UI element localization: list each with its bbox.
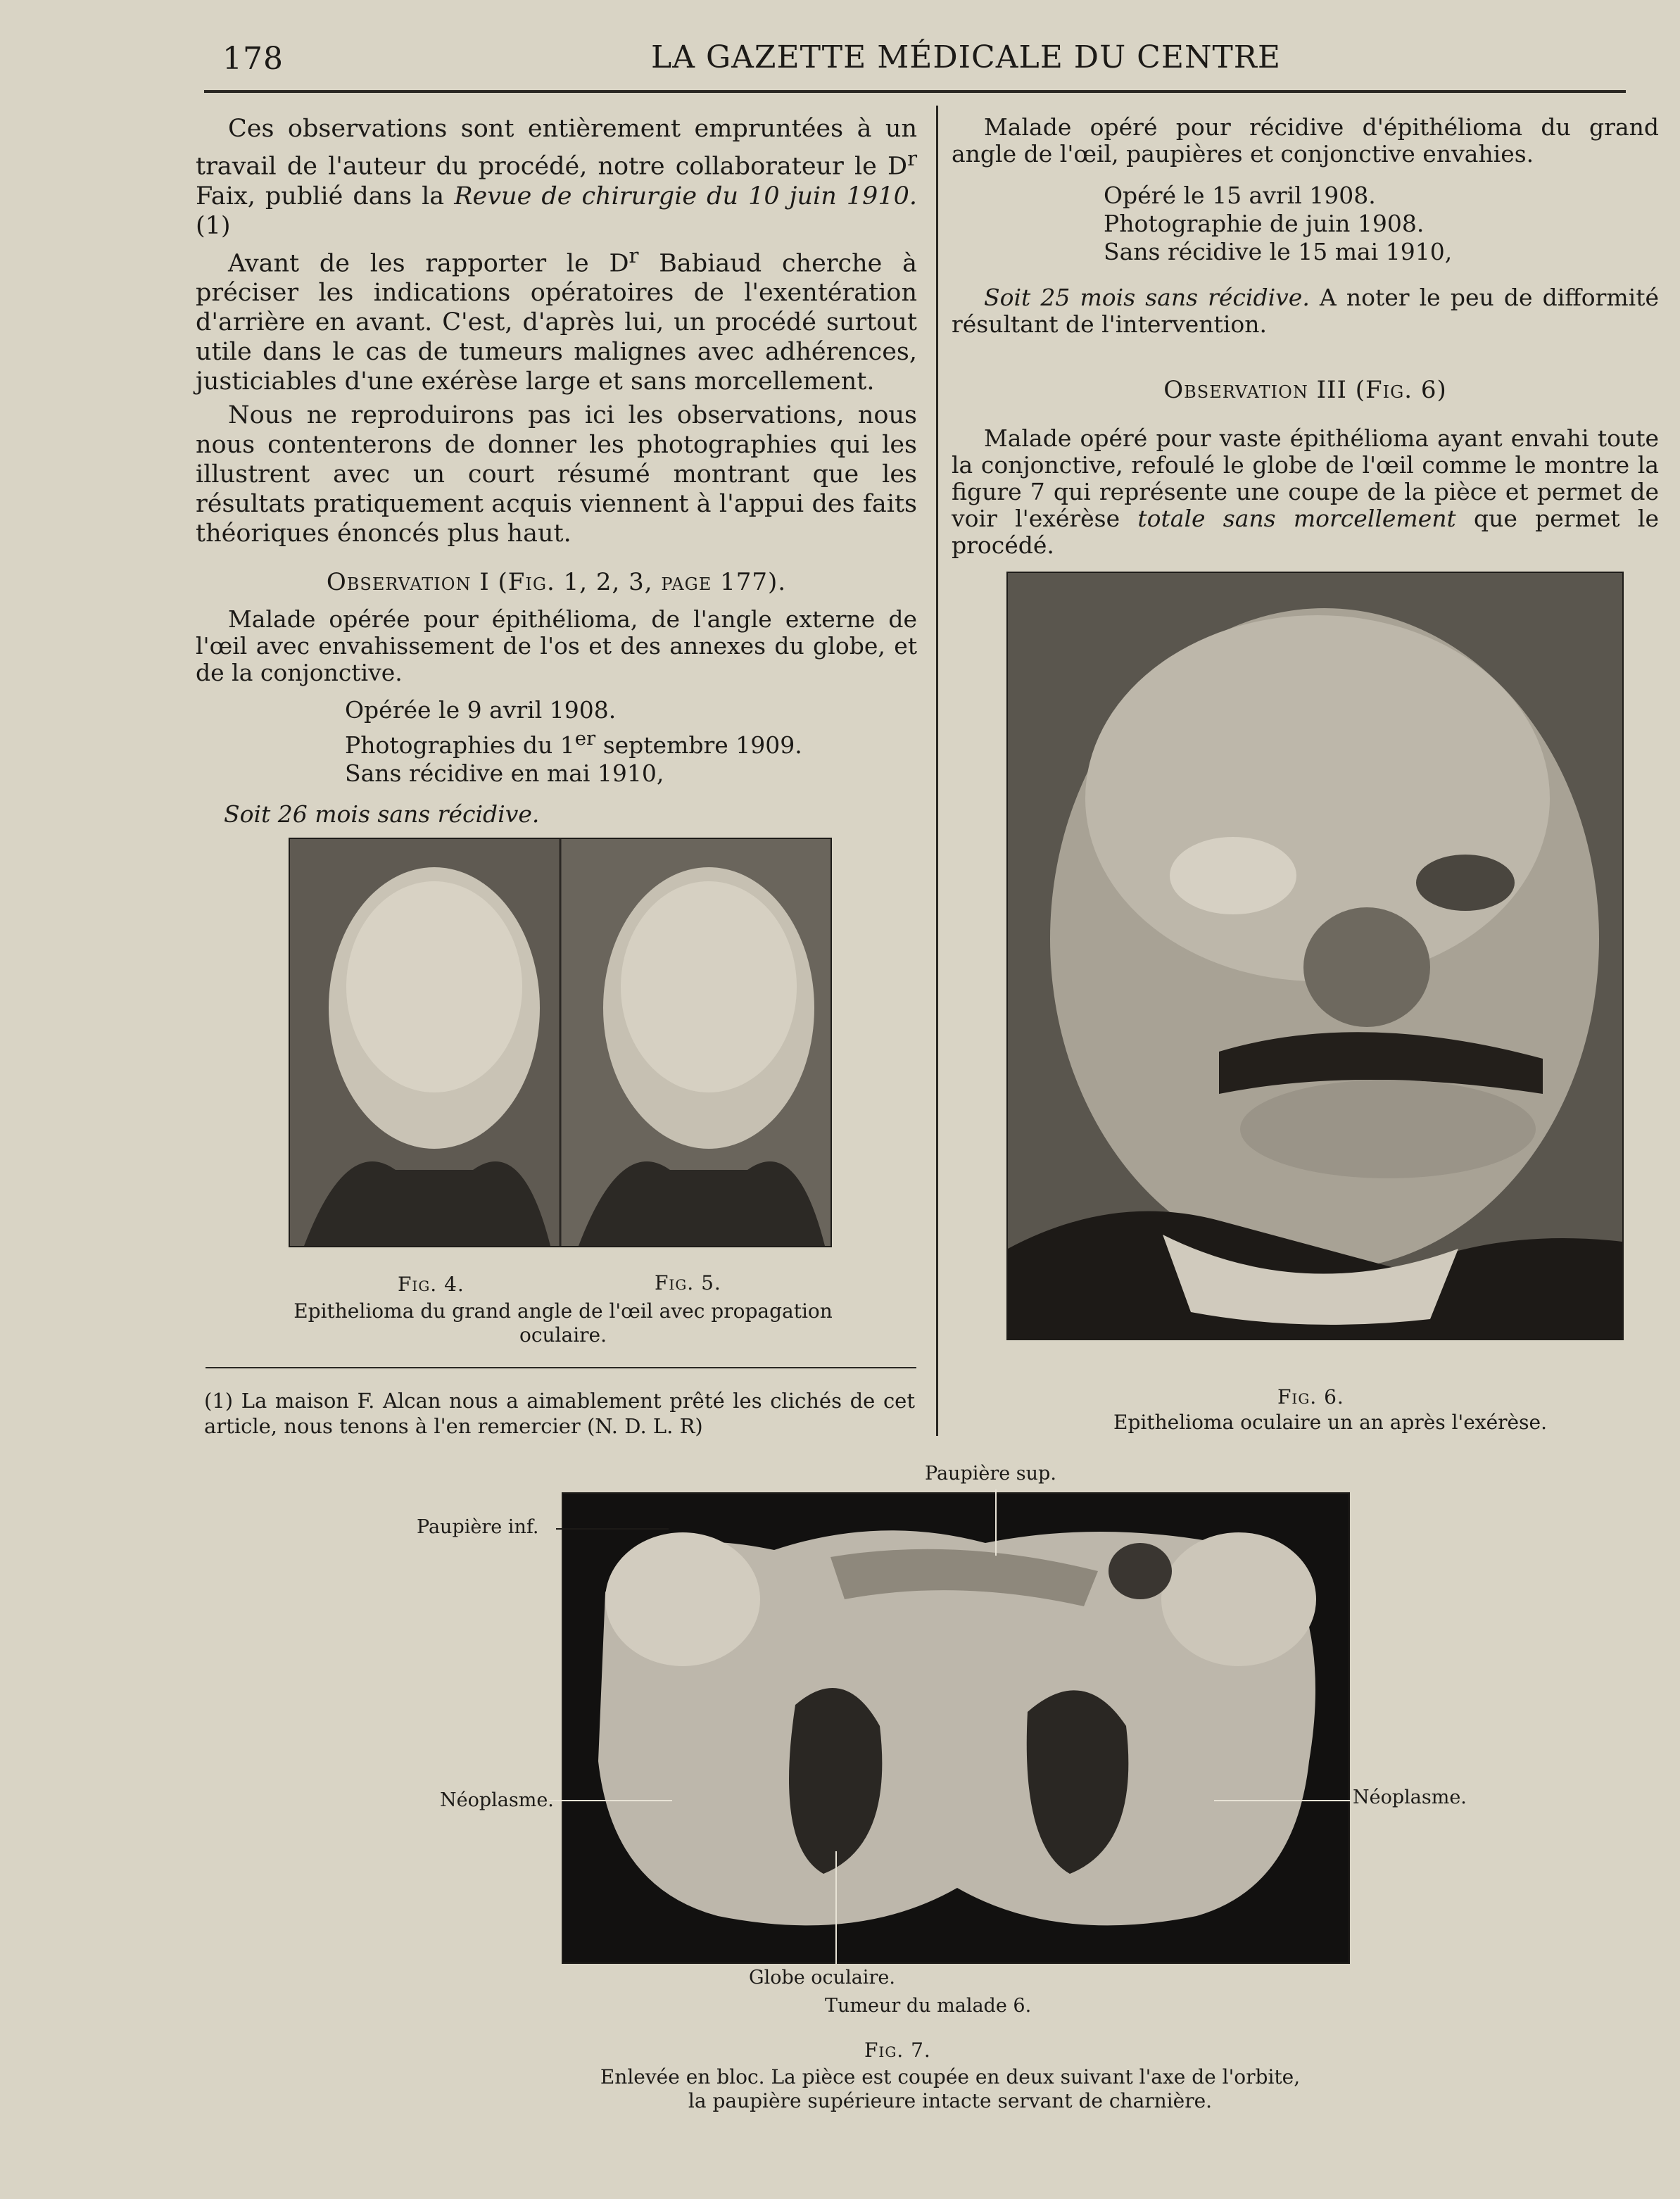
fig-6-label: Fig. 6.: [1277, 1385, 1344, 1409]
observation-1-result: Soit 26 mois sans récidive.: [224, 800, 540, 828]
obs1-date-photos: Photographies du 1er septembre 1909.: [345, 727, 802, 760]
observation-2-result: Soit 25 mois sans récidive. A noter le peu de difformité résultant de l'intervention.: [952, 284, 1659, 338]
observation-3-text: Malade opéré pour vaste épithélioma ayant envahi toute la conjonctive, refoulé le globe de l'œil comme le montre la figure 7 qui représente une coupe de la pièce et permet de voir l'exérèse totale sans morcellement que permet le procédé.: [952, 424, 1659, 559]
fig-7-subtitle: Tumeur du malade 6.: [825, 1995, 1032, 2017]
label-neoplasme-left: Néoplasme.: [440, 1789, 554, 1811]
observation-1-heading: Observation I (Fig. 1, 2, 3, page 177).: [326, 568, 787, 597]
paragraph-3: Nous ne reproduirons pas ici les observations, nous nous contenterons de donner les photographies qui les illustrent avec un court résumé montrant que les résultats pratiquement acquis viennent à l'appui des faits théoriques énoncés plus haut.: [196, 401, 917, 548]
obs2-date-operated: Opéré le 15 avril 1908.: [1104, 182, 1376, 209]
obs2-date-photo: Photographie de juin 1908.: [1104, 210, 1425, 237]
observation-3-heading: Observation III (Fig. 6): [1163, 376, 1447, 404]
journal-title: LA GAZETTE MÉDICALE DU CENTRE: [651, 39, 1282, 75]
obs1-date-status: Sans récidive en mai 1910,: [345, 760, 664, 788]
obs2-date-status: Sans récidive le 15 mai 1910,: [1104, 238, 1453, 265]
observation-2-text: Malade opéré pour récidive d'épithélioma du grand angle de l'œil, paupières et conjonctive envahies.: [952, 113, 1659, 168]
fig-7-caption-line-2: la paupière supérieure intacte servant de charnière.: [688, 2089, 1213, 2112]
label-globe-oculaire: Globe oculaire.: [749, 1967, 895, 1989]
observation-1-text: Malade opérée pour épithélioma, de l'angle externe de l'œil avec envahissement de l'os et des annexes du globe, et de la conjonctive.: [196, 605, 917, 687]
fig-5-label: Fig. 5.: [655, 1271, 721, 1294]
footnote: (1) La maison F. Alcan nous a aimablement prêté les clichés de cet article, nous tenons à l'en remercier (N. D. L. R): [204, 1389, 915, 1438]
fig-4-label: Fig. 4.: [398, 1273, 465, 1296]
label-paupiere-inf: Paupière inf.: [417, 1516, 539, 1538]
paragraph-2: Avant de les rapporter le $D^r$ Babiaud cherche à préciser les indications opératoires de l'exentération d'arrière en avant. C'est, d'après lui, un procédé surtout utile dans le cas de tumeurs malignes avec adhérences, justiciables d'une exérèse large et sans morcellement.: [196, 243, 918, 396]
obs1-date-operated: Opérée le 9 avril 1908.: [345, 696, 617, 724]
label-paupiere-sup: Paupière sup.: [925, 1463, 1056, 1485]
label-neoplasme-right: Néoplasme.: [1353, 1787, 1467, 1808]
paragraph-1: Ces observations sont entièrement empruntées à un travail de l'auteur du procédé, notre collaborateur le $D^r$ Faix, publié dans la Revue de chirurgie du 10 juin 1910. (1): [196, 115, 917, 240]
fig-7-caption-line-1: Enlevée en bloc. La pièce est coupée en deux suivant l'axe de l'orbite,: [600, 2065, 1301, 2088]
fig-4-5-caption: Epithelioma du grand angle de l'œil avec propagation oculaire.: [293, 1299, 833, 1347]
page-number: 178: [222, 41, 284, 77]
fig-7-label: Fig. 7.: [864, 2039, 931, 2062]
fig-6-caption: Epithelioma oculaire un an après l'exérèse.: [1113, 1411, 1547, 1434]
